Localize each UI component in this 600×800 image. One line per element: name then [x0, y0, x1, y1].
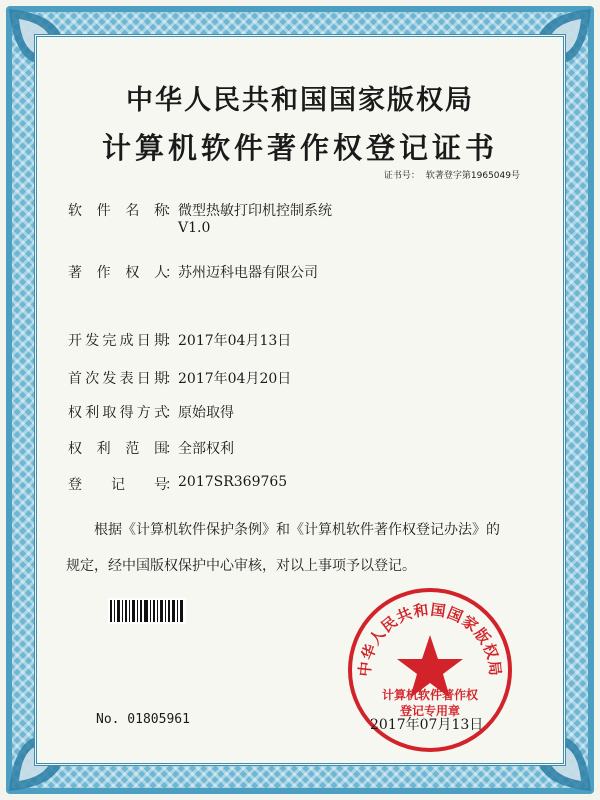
serial-number: No. 01805961	[96, 712, 190, 727]
certificate-number-label: 证书号：	[383, 171, 420, 181]
barcode-icon	[108, 598, 186, 624]
seal-ring-text: 中华人民共和国国家版权局	[355, 600, 505, 678]
field-value-software-version: V1.0	[178, 220, 211, 236]
certificate-number-value: 软著登字第1965049号	[425, 171, 520, 181]
field-colon: ：	[165, 265, 179, 281]
field-value-registration-number: 2017SR369765	[178, 474, 288, 490]
field-label-acquisition-method: 权利取得方式	[68, 405, 168, 421]
registration-basis	[66, 512, 550, 584]
issue-date: 2017年07月13日	[370, 717, 484, 733]
field-colon: ：	[165, 405, 179, 421]
basis-line-2: 规定，经中国版权保护中心审核，对以上事项予以登记。	[66, 558, 416, 574]
field-colon: ：	[165, 477, 179, 493]
seal-text-line-2: 登记专用章	[399, 704, 460, 718]
field-label-publication-date: 首次发表日期	[68, 371, 168, 387]
certificate-title: 计算机软件著作权登记证书	[101, 131, 498, 165]
field-colon: ：	[165, 371, 179, 387]
field-value-acquisition-method: 原始取得	[178, 405, 234, 421]
field-value-copyright-owner: 苏州迈科电器有限公司	[178, 265, 318, 281]
field-value-completion-date: 2017年04月13日	[178, 333, 292, 349]
field-colon: ：	[165, 333, 179, 349]
field-value-publication-date: 2017年04月20日	[178, 371, 292, 387]
field-colon: ：	[165, 441, 179, 457]
field-label-completion-date: 开发完成日期	[68, 333, 168, 349]
field-label-rights-scope: 权利范围	[68, 441, 168, 457]
certificate-number	[384, 168, 520, 181]
basis-line-1: 根据《计算机软件保护条例》和《计算机软件著作权登记办法》的	[94, 522, 500, 538]
field-colon: ：	[165, 203, 179, 219]
seal-text-line-1: 计算机软件著作权	[381, 688, 478, 702]
field-value-rights-scope: 全部权利	[178, 441, 234, 457]
issuer-heading: 中华人民共和国国家版权局	[126, 85, 474, 116]
field-value-software-name: 微型热敏打印机控制系统	[178, 203, 332, 219]
field-label-copyright-owner: 著作权人	[68, 265, 168, 281]
field-label-registration-number: 登记号	[68, 477, 168, 493]
field-label-software-name: 软件名称	[68, 203, 168, 219]
